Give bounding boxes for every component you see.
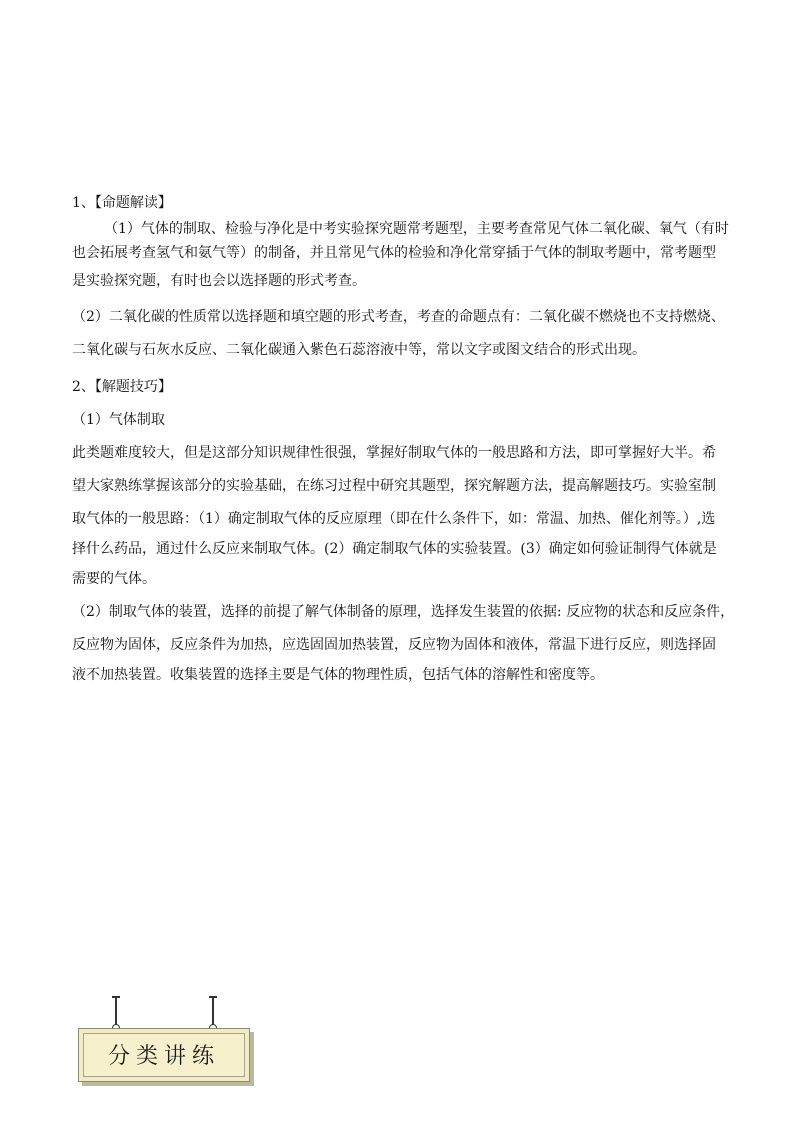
sign-board bbox=[78, 1028, 250, 1082]
subheading: （1）气体制取 bbox=[72, 412, 165, 428]
paragraph-line: 是实验探究题，有时也会以选择题的形式考查。 bbox=[72, 273, 366, 289]
paragraph-line: 此类题难度较大，但是这部分知识规律性很强，掌握好制取气体的一般思路和方法，即可掌握好大半。希 bbox=[72, 445, 716, 461]
hanging-rope bbox=[212, 998, 214, 1028]
paragraph-line: 需要的气体。 bbox=[72, 571, 156, 587]
paragraph-line: 也会拓展考查氢气和氨气等）的制备，并且常见气体的检验和净化常穿插于气体的制取考题中，常考题型 bbox=[72, 245, 716, 261]
sign-label: 分类讲练 bbox=[107, 1044, 220, 1069]
paragraph-line: （1）气体的制取、检验与净化是中考实验探究题常考题型，主要考查常见气体二氧化碳、氧气（有时 bbox=[104, 221, 729, 237]
paragraph-line: 液不加热装置。收集装置的选择主要是气体的物理性质，包括气体的溶解性和密度等。 bbox=[72, 667, 604, 683]
paragraph-line: （2）制取气体的装置，选择的前提了解气体制备的原理，选择发生装置的依据: 反应物的状态和反应条件， bbox=[72, 604, 735, 620]
section-2-heading: 2、【解题技巧】 bbox=[72, 379, 172, 395]
section-sign bbox=[78, 998, 254, 1084]
paragraph-line: 二氧化碳与石灰水反应、二氧化碳通入紫色石蕊溶液中等，常以文字或图文结合的形式出现。 bbox=[72, 342, 646, 358]
paragraph-line: 反应物为固体，反应条件为加热，应选固固加热装置，反应物为固体和液体，常温下进行反应，则选择固 bbox=[72, 637, 716, 653]
paragraph-line: 取气体的一般思路：（1）确定制取气体的反应原理（即在什么条件下，如：常温、加热、催化剂等。）,选 bbox=[72, 511, 716, 527]
paragraph-line: 望大家熟练掌握该部分的实验基础，在练习过程中研究其题型，探究解题方法，提高解题技巧。实验室制 bbox=[72, 478, 716, 494]
section-1-heading: 1、【命题解读】 bbox=[72, 195, 172, 211]
paragraph-line: （2）二氧化碳的性质常以选择题和填空题的形式考查，考查的命题点有：二氧化碳不燃烧也不支持燃烧、 bbox=[72, 309, 725, 325]
hanging-rope bbox=[115, 998, 117, 1028]
paragraph-line: 择什么药品，通过什么反应来制取气体。(2）确定制取气体的实验装置。(3）确定如何验证制得气体就是 bbox=[72, 541, 717, 557]
